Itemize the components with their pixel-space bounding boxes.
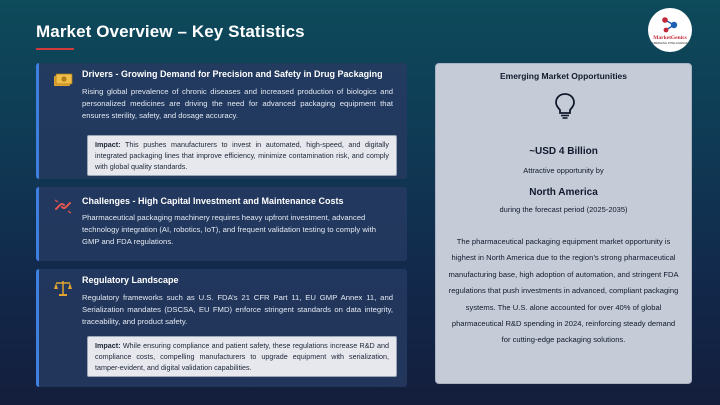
money-icon [53, 71, 73, 89]
impact-text: This pushes manufacturers to invest in automated, high-speed, and digitally integrated packaging lines that improve efficiency, minimize contamination risk, and comply with global quality standards. [95, 140, 389, 171]
opportunity-region: North America [529, 187, 598, 198]
page-title: Market Overview – Key Statistics [36, 22, 305, 41]
regulatory-heading: Regulatory Landscape [82, 275, 179, 285]
drivers-impact [87, 135, 397, 176]
opportunity-value: ~USD 4 Billion [529, 146, 598, 157]
title-underline [36, 48, 74, 50]
drivers-heading: Drivers - Growing Demand for Precision and Safety in Drug Packaging [82, 69, 383, 79]
logo-tagline: EMERGING INTELLIGENCE [651, 40, 689, 45]
opportunity-period: during the forecast period (2025-2035) [499, 205, 628, 214]
regulatory-impact [87, 336, 397, 377]
impact-label: Impact: [95, 140, 121, 149]
opportunity-description: The pharmaceutical packaging equipment market opportunity is highest in North America due to the region’s strong pharmaceutical manufacturing base, high adoption of automation, and stringent FDA regulations that push investments in advanced, compliant packaging systems. The U.S. alone accounted for over 40% of global pharmaceutical R&D spending in 2024, reinforcing steady demand for cutting-edge packaging solutions. [448, 237, 679, 345]
regulatory-body: Regulatory frameworks such as U.S. FDA’s 21 CFR Part 11, EU GMP Annex 11, and Serialization mandates (DSCSA, EU FMD) enforce stringent standards on data integrity, traceability, and product safety. [82, 293, 393, 326]
opportunity-subtitle: Attractive opportunity by [523, 166, 604, 175]
challenges-card [36, 187, 407, 261]
drivers-body: Rising global prevalence of chronic diseases and increased production of biologics and personalized medicines are driving the need for advanced packaging equipment that ensures sterility, safety, and dosage accuracy. [82, 87, 393, 120]
challenges-heading: Challenges - High Capital Investment and Maintenance Costs [82, 196, 344, 206]
broken-link-icon [53, 197, 73, 215]
opportunity-title: Emerging Market Opportunities [499, 71, 628, 81]
impact-label: Impact: [95, 341, 121, 350]
regulatory-card [36, 269, 407, 387]
drivers-card [36, 63, 407, 179]
company-logo [648, 8, 692, 52]
opportunity-panel [435, 63, 692, 384]
lightbulb-icon [554, 92, 576, 120]
network-logo-icon [659, 16, 681, 34]
impact-text: While ensuring compliance and patient safety, these regulations increase R&D and compliance costs, compelling manufacturers to upgrade equipment with serialization, tamper-evident, and digital validation capabilities. [95, 341, 389, 372]
scales-icon [53, 279, 73, 297]
challenges-body: Pharmaceutical packaging machinery requires heavy upfront investment, advanced technology integration (AI, robotics, IoT), and frequent validation testing to comply with GMP and FDA regulations. [82, 213, 376, 246]
logo-brand: MarketGenics [653, 34, 687, 41]
